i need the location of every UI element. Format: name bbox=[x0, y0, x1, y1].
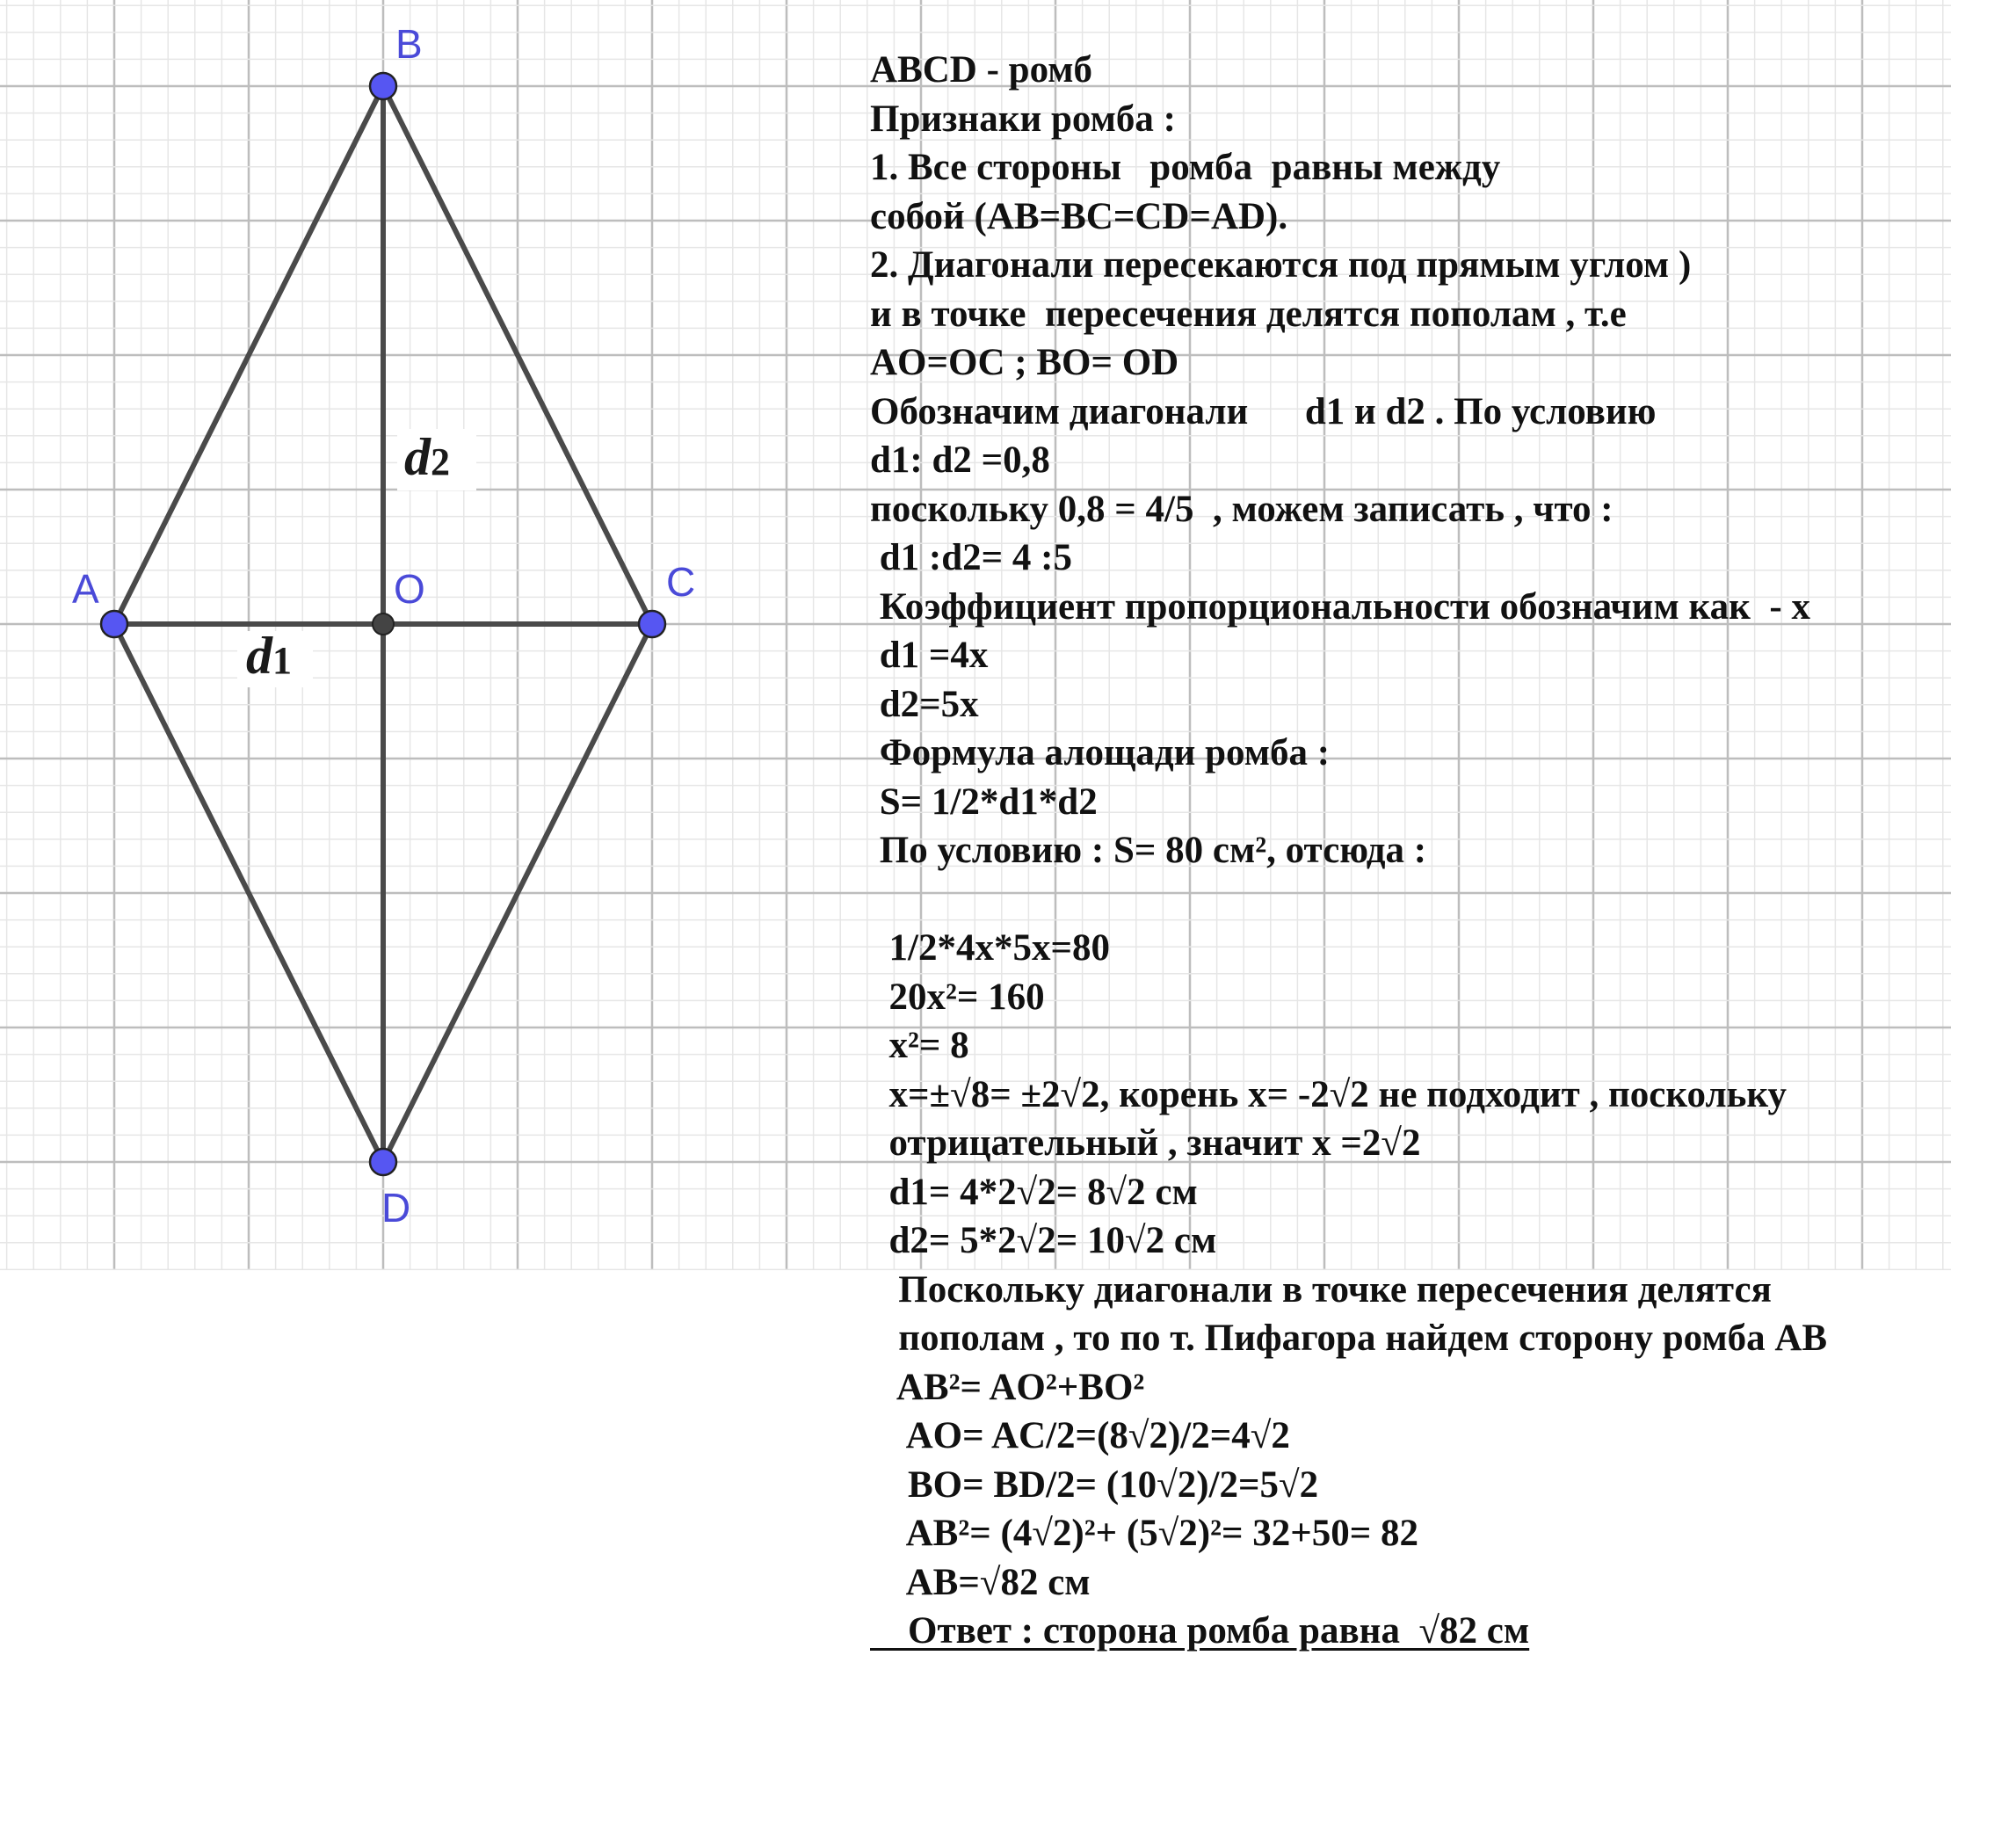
label-d: D bbox=[381, 1185, 411, 1231]
solution-line: d1 =4x bbox=[870, 635, 989, 676]
solution-line: По условию : S= 80 см², отсюда : bbox=[870, 830, 1427, 871]
solution-line: d2= 5*2√2= 10√2 см bbox=[870, 1220, 1217, 1261]
solution-line: d1 :d2= 4 :5 bbox=[870, 537, 1072, 578]
solution-line: 1/2*4x*5x=80 bbox=[870, 927, 1110, 969]
d1-label: d1 bbox=[246, 627, 292, 685]
solution-line: Обозначим диагонали d1 и d2 . По условию bbox=[870, 390, 1657, 432]
solution-line: 1. Все стороны ромба равны между bbox=[870, 147, 1501, 188]
point-a bbox=[101, 611, 127, 637]
solution-line: и в точке пересечения делятся пополам , т.е bbox=[870, 293, 1627, 335]
d2-label: d2 bbox=[404, 428, 450, 486]
solution-line: Коэффициент пропорциональности обозначим как - x bbox=[870, 585, 1810, 628]
solution-line: d1= 4*2√2= 8√2 см bbox=[870, 1171, 1198, 1213]
solution-line: Признаки ромба : bbox=[870, 98, 1176, 140]
solution-line: x²= 8 bbox=[870, 1025, 969, 1066]
solution-line: Формула алощади ромба : bbox=[870, 732, 1331, 773]
solution-line: AB²= AO²+BO² bbox=[870, 1366, 1145, 1408]
solution-line: d1: d2 =0,8 bbox=[870, 439, 1050, 481]
solution-line: поскольку 0,8 = 4/5 , можем записать , что : bbox=[870, 488, 1614, 530]
label-b: B bbox=[395, 21, 423, 67]
point-c bbox=[639, 611, 665, 637]
solution-line: AB=√82 см bbox=[870, 1561, 1091, 1603]
solution-line: S= 1/2*d1*d2 bbox=[870, 781, 1098, 823]
solution-line: ABCD - ромб bbox=[870, 49, 1093, 91]
solution-line: Поскольку диагонали в точке пересечения делятся bbox=[870, 1268, 1772, 1311]
solution-line: x=±√8= ±2√2, корень x= -2√2 не подходит , поскольку bbox=[870, 1073, 1788, 1115]
solution-line: 20x²= 160 bbox=[870, 976, 1045, 1018]
label-o: O bbox=[394, 566, 425, 612]
answer-text: Ответ : сторона ромба равна √82 см bbox=[870, 1610, 1530, 1652]
solution-line: d2=5x bbox=[870, 683, 979, 725]
answer-line bbox=[870, 1607, 2012, 1656]
solution-line: собой (AB=BC=CD=AD). bbox=[870, 195, 1288, 237]
point-o bbox=[373, 614, 394, 635]
solution-line bbox=[870, 875, 2012, 925]
solution-line: пополам , то по т. Пифагора найдем сторону ромба AB bbox=[870, 1318, 1828, 1359]
solution-line: AO=OC ; BO= OD bbox=[870, 342, 1179, 383]
label-a: A bbox=[72, 566, 99, 612]
solution-line: AB²= (4√2)²+ (5√2)²= 32+50= 82 bbox=[870, 1513, 1419, 1554]
point-b bbox=[370, 73, 396, 99]
label-c: C bbox=[666, 559, 696, 605]
solution-text bbox=[870, 46, 2012, 1656]
solution-line: 2. Диагонали пересекаются под прямым углом ) bbox=[870, 244, 1692, 286]
point-d bbox=[370, 1149, 396, 1175]
solution-line: AO= AC/2=(8√2)/2=4√2 bbox=[870, 1415, 1290, 1456]
solution-line: отрицательный , значит x =2√2 bbox=[870, 1122, 1421, 1164]
solution-line: BO= BD/2= (10√2)/2=5√2 bbox=[870, 1463, 1319, 1506]
